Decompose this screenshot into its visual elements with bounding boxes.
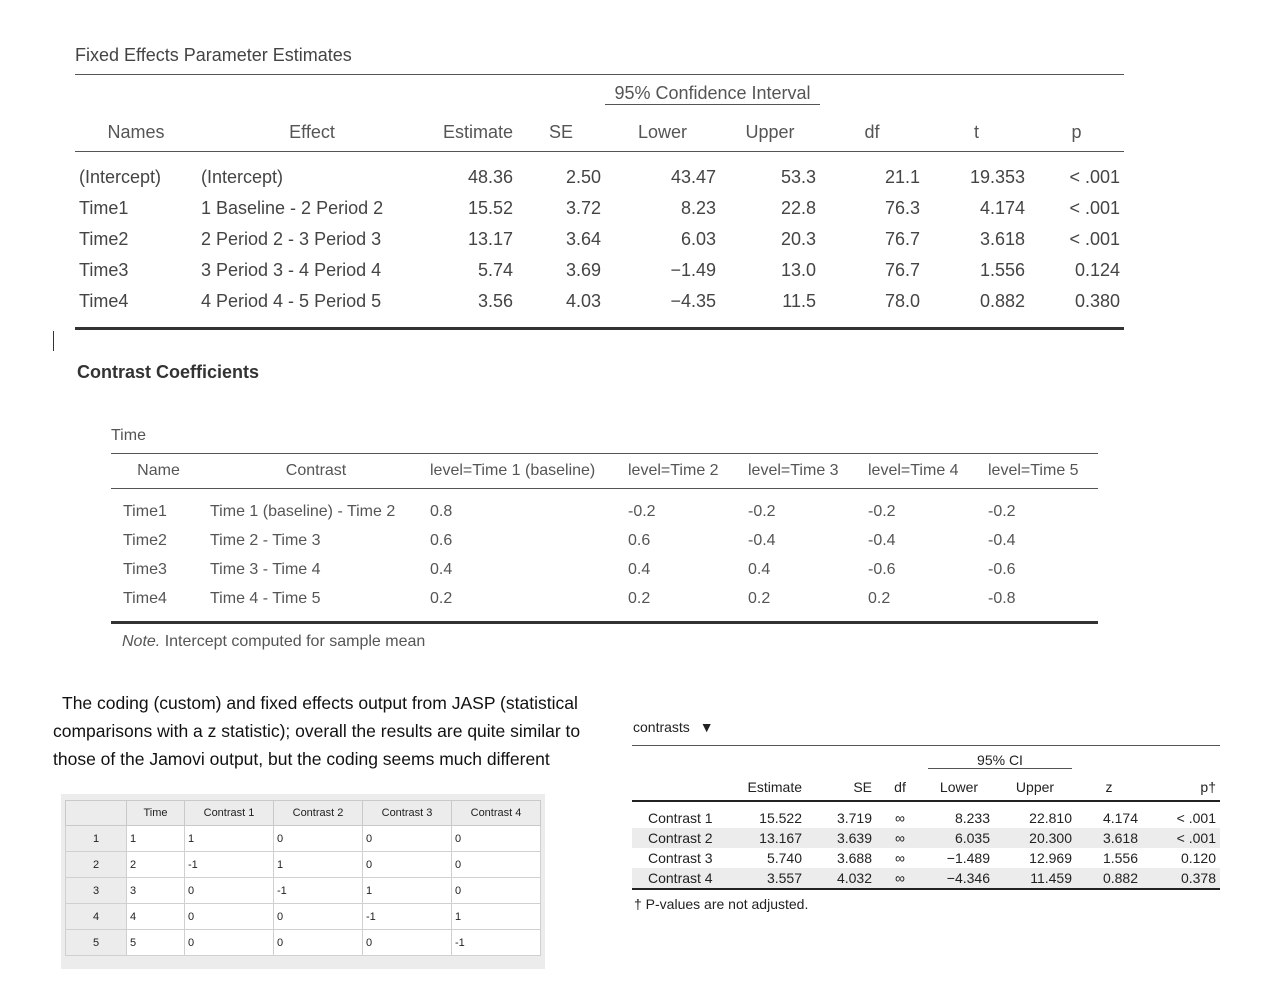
col-se: SE bbox=[517, 113, 605, 152]
note-text: Intercept computed for sample mean bbox=[160, 633, 426, 650]
cell-z: 3.618 bbox=[1076, 828, 1142, 848]
grid-header-contrast-3[interactable]: Contrast 3 bbox=[363, 801, 452, 826]
table-row bbox=[632, 801, 1220, 828]
cell-se: 3.69 bbox=[565, 260, 601, 280]
cell-level-2: -0.2 bbox=[628, 502, 656, 520]
row-number: 2 bbox=[66, 852, 127, 878]
cell-level-2: 0.4 bbox=[628, 560, 651, 578]
grid-cell[interactable]: -1 bbox=[452, 930, 541, 956]
table-row bbox=[75, 152, 1124, 194]
cell-upper: 11.459 bbox=[994, 868, 1076, 889]
cell-se: 2.50 bbox=[565, 167, 601, 187]
cell-upper: 13.0 bbox=[780, 260, 816, 280]
col-estimate: Estimate bbox=[427, 113, 517, 152]
cell-estimate: 13.167 bbox=[742, 828, 806, 848]
contrast-coefficients-title: Contrast Coefficients bbox=[77, 362, 260, 382]
grid-header-time[interactable]: Time bbox=[127, 801, 185, 826]
grid-cell[interactable]: 1 bbox=[274, 852, 363, 878]
cell-estimate: 13.17 bbox=[467, 229, 513, 249]
cell-t: 19.353 bbox=[969, 167, 1025, 187]
cell-p: < .001 bbox=[1142, 828, 1220, 848]
grid-cell[interactable]: -1 bbox=[363, 904, 452, 930]
cell-level-5: -0.2 bbox=[988, 502, 1016, 520]
cell-p: < .001 bbox=[1069, 167, 1120, 187]
col-level-5: level=Time 5 bbox=[984, 454, 1098, 489]
cell-p: 0.378 bbox=[1142, 868, 1220, 889]
cell-effect: (Intercept) bbox=[201, 167, 284, 187]
cell-names: Time1 bbox=[79, 198, 129, 218]
cell-se: 4.03 bbox=[517, 286, 605, 329]
grid-cell[interactable]: 0 bbox=[274, 904, 363, 930]
cell-lower: −1.49 bbox=[670, 260, 716, 280]
cell-df: 76.3 bbox=[884, 198, 920, 218]
grid-cell[interactable]: 0 bbox=[185, 930, 274, 956]
cell-level-4: 0.2 bbox=[864, 584, 984, 623]
grid-cell[interactable]: 0 bbox=[452, 878, 541, 904]
cell-name: Time4 bbox=[111, 584, 206, 623]
cell-name: Contrast 2 bbox=[632, 828, 742, 848]
grid-header-contrast-1[interactable]: Contrast 1 bbox=[185, 801, 274, 826]
ci-header-cell bbox=[605, 75, 820, 114]
cell-lower: 6.035 bbox=[924, 828, 994, 848]
fixed-effects-title: Fixed Effects Parameter Estimates bbox=[75, 45, 352, 65]
cell-effect: 1 Baseline - 2 Period 2 bbox=[201, 198, 384, 218]
grid-cell[interactable]: 2 bbox=[127, 852, 185, 878]
cell-df: 78.0 bbox=[820, 286, 924, 329]
cell-p: < .001 bbox=[1069, 198, 1120, 218]
grid-row bbox=[66, 930, 541, 956]
cell-df: ∞ bbox=[876, 868, 924, 889]
table-row bbox=[111, 489, 1098, 527]
grid-cell[interactable]: 0 bbox=[363, 826, 452, 852]
cell-lower: 8.23 bbox=[680, 198, 716, 218]
col-se: SE bbox=[806, 774, 876, 801]
cell-p: < .001 bbox=[1176, 810, 1216, 826]
cell-name: Time2 bbox=[123, 531, 167, 549]
table-row bbox=[111, 555, 1098, 584]
cell-se: 3.72 bbox=[565, 198, 601, 218]
grid-cell[interactable]: 1 bbox=[452, 904, 541, 930]
cell-level-2: 0.2 bbox=[624, 584, 744, 623]
cell-names: Time3 bbox=[79, 260, 129, 280]
cell-level-5: -0.6 bbox=[988, 560, 1016, 578]
cell-estimate: 15.52 bbox=[467, 198, 513, 218]
cell-level-1: 0.2 bbox=[426, 584, 624, 623]
contrasts-header[interactable] bbox=[633, 719, 714, 735]
cell-t: 1.556 bbox=[979, 260, 1025, 280]
cell-name: Contrast 1 bbox=[648, 810, 713, 826]
row-number: 3 bbox=[66, 878, 127, 904]
contrast-coefficients-subtitle: Time bbox=[111, 427, 146, 444]
col-lower: Lower bbox=[924, 774, 994, 801]
table-row bbox=[632, 828, 1220, 848]
contrasts-title: contrasts bbox=[633, 719, 690, 735]
ci-header-cell bbox=[924, 746, 1076, 775]
col-df: df bbox=[820, 113, 924, 152]
grid-cell[interactable]: 0 bbox=[363, 852, 452, 878]
cell-df: 21.1 bbox=[884, 167, 920, 187]
col-p: p bbox=[1029, 113, 1124, 152]
grid-cell[interactable]: 5 bbox=[127, 930, 185, 956]
cell-level-3: -0.4 bbox=[748, 531, 776, 549]
cell-z: 1.556 bbox=[1102, 850, 1138, 866]
cell-names: Time4 bbox=[75, 286, 197, 329]
triangle-down-icon[interactable]: ▼ bbox=[699, 719, 714, 735]
col-p: p† bbox=[1142, 774, 1220, 801]
cell-df: 76.7 bbox=[884, 260, 920, 280]
cell-estimate: 48.36 bbox=[467, 167, 513, 187]
cell-estimate: 5.74 bbox=[477, 260, 513, 280]
grid-cell[interactable]: -1 bbox=[274, 878, 363, 904]
col-level-4: level=Time 4 bbox=[864, 454, 984, 489]
cell-p: 0.120 bbox=[1180, 850, 1216, 866]
cell-level-5: -0.8 bbox=[984, 584, 1098, 623]
cell-level-1: 0.4 bbox=[430, 560, 453, 578]
row-number: 1 bbox=[66, 826, 127, 852]
text-cursor bbox=[53, 331, 54, 351]
cell-t: 0.882 bbox=[924, 286, 1029, 329]
cell-upper: 11.5 bbox=[720, 286, 820, 329]
grid-cell[interactable]: 0 bbox=[452, 826, 541, 852]
cell-contrast: Time 4 - Time 5 bbox=[206, 584, 426, 623]
col-upper: Upper bbox=[720, 113, 820, 152]
cell-level-3: -0.2 bbox=[748, 502, 776, 520]
ci-label: 95% Confidence Interval bbox=[605, 83, 820, 105]
table-note bbox=[122, 633, 425, 651]
table-row bbox=[75, 193, 1124, 224]
cell-estimate: 3.56 bbox=[427, 286, 517, 329]
col-names: Names bbox=[75, 113, 197, 152]
grid-cell[interactable]: 1 bbox=[127, 826, 185, 852]
cell-p: < .001 bbox=[1069, 229, 1120, 249]
cell-effect: 3 Period 3 - 4 Period 4 bbox=[201, 260, 382, 280]
row-number: 4 bbox=[66, 904, 127, 930]
cell-se: 3.639 bbox=[806, 828, 876, 848]
cell-contrast: Time 2 - Time 3 bbox=[210, 531, 321, 549]
cell-df: ∞ bbox=[895, 810, 905, 826]
col-lower: Lower bbox=[605, 113, 720, 152]
cell-df: ∞ bbox=[895, 850, 905, 866]
cell-level-1: 0.8 bbox=[430, 502, 453, 520]
cell-lower: 8.233 bbox=[954, 810, 990, 826]
note-label: Note. bbox=[122, 633, 161, 650]
grid-cell[interactable]: 0 bbox=[274, 930, 363, 956]
data-grid bbox=[65, 800, 541, 956]
cell-level-2: 0.6 bbox=[628, 531, 651, 549]
cell-z: 4.174 bbox=[1102, 810, 1138, 826]
col-name: Name bbox=[111, 454, 206, 489]
cell-estimate: 15.522 bbox=[759, 810, 802, 826]
cell-name: Time3 bbox=[123, 560, 167, 578]
cell-lower: 6.03 bbox=[680, 229, 716, 249]
cell-name: Contrast 4 bbox=[632, 868, 742, 889]
cell-names: Time2 bbox=[79, 229, 129, 249]
cell-lower: −4.35 bbox=[605, 286, 720, 329]
cell-df: 76.7 bbox=[884, 229, 920, 249]
cell-df: ∞ bbox=[876, 828, 924, 848]
cell-level-4: -0.2 bbox=[868, 502, 896, 520]
grid-header-contrast-4[interactable]: Contrast 4 bbox=[452, 801, 541, 826]
cell-contrast: Time 1 (baseline) - Time 2 bbox=[210, 502, 396, 520]
col-contrast: Contrast bbox=[206, 454, 426, 489]
cell-t: 4.174 bbox=[979, 198, 1025, 218]
cell-level-1: 0.6 bbox=[430, 531, 453, 549]
table-row bbox=[75, 224, 1124, 255]
cell-contrast: Time 3 - Time 4 bbox=[210, 560, 321, 578]
caption-text: The coding (custom) and fixed effects output from JASP (statistical comparisons with a z statistic); overall the results are quite similar to those of the Jamovi output, but the coding seems much different bbox=[53, 693, 581, 769]
grid-cell[interactable]: 0 bbox=[185, 878, 274, 904]
cell-upper: 12.969 bbox=[1029, 850, 1072, 866]
contrasts-note: † P-values are not adjusted. bbox=[634, 896, 809, 912]
cell-se: 3.688 bbox=[836, 850, 872, 866]
col-z: z bbox=[1076, 774, 1142, 801]
cell-upper: 22.8 bbox=[780, 198, 816, 218]
col-estimate: Estimate bbox=[742, 774, 806, 801]
cell-se: 3.719 bbox=[836, 810, 872, 826]
cell-name: Time1 bbox=[123, 502, 167, 520]
grid-cell[interactable]: 1 bbox=[363, 878, 452, 904]
cell-upper: 22.810 bbox=[1029, 810, 1072, 826]
data-grid-panel bbox=[61, 794, 545, 969]
grid-row bbox=[66, 826, 541, 852]
cell-lower: −1.489 bbox=[946, 850, 990, 866]
grid-row bbox=[66, 852, 541, 878]
cell-level-3: 0.2 bbox=[744, 584, 864, 623]
grid-cell[interactable]: 3 bbox=[127, 878, 185, 904]
grid-cell[interactable]: 0 bbox=[274, 826, 363, 852]
cell-lower: −4.346 bbox=[924, 868, 994, 889]
col-df: df bbox=[876, 774, 924, 801]
col-level-3: level=Time 3 bbox=[744, 454, 864, 489]
cell-effect: 2 Period 2 - 3 Period 3 bbox=[201, 229, 382, 249]
ci-label: 95% CI bbox=[928, 752, 1072, 769]
cell-t: 3.618 bbox=[979, 229, 1025, 249]
grid-row bbox=[66, 878, 541, 904]
grid-cell[interactable]: -1 bbox=[185, 852, 274, 878]
table-row bbox=[75, 255, 1124, 286]
grid-header-contrast-2[interactable]: Contrast 2 bbox=[274, 801, 363, 826]
fixed-effects-table bbox=[75, 74, 1124, 330]
row-number: 5 bbox=[66, 930, 127, 956]
contrast-coefficients-table bbox=[111, 453, 1098, 624]
col-t: t bbox=[924, 113, 1029, 152]
grid-cell[interactable]: 0 bbox=[185, 904, 274, 930]
grid-cell[interactable]: 4 bbox=[127, 904, 185, 930]
cell-level-5: -0.4 bbox=[988, 531, 1016, 549]
grid-cell[interactable]: 0 bbox=[363, 930, 452, 956]
table-row bbox=[111, 526, 1098, 555]
grid-row bbox=[66, 904, 541, 930]
cell-p: 0.380 bbox=[1029, 286, 1124, 329]
cell-level-4: -0.4 bbox=[868, 531, 896, 549]
cell-p: 0.124 bbox=[1074, 260, 1120, 280]
cell-upper: 20.3 bbox=[780, 229, 816, 249]
cell-estimate: 3.557 bbox=[742, 868, 806, 889]
cell-se: 4.032 bbox=[806, 868, 876, 889]
cell-z: 0.882 bbox=[1076, 868, 1142, 889]
grid-corner bbox=[66, 801, 127, 826]
cell-se: 3.64 bbox=[565, 229, 601, 249]
table-row bbox=[111, 584, 1098, 623]
grid-cell[interactable]: 1 bbox=[185, 826, 274, 852]
col-level-1: level=Time 1 (baseline) bbox=[426, 454, 624, 489]
col-effect: Effect bbox=[197, 113, 427, 152]
table-row bbox=[632, 848, 1220, 868]
cell-level-3: 0.4 bbox=[748, 560, 771, 578]
cell-upper: 20.300 bbox=[994, 828, 1076, 848]
cell-level-4: -0.6 bbox=[868, 560, 896, 578]
cell-lower: 43.47 bbox=[670, 167, 716, 187]
cell-name: Contrast 3 bbox=[648, 850, 713, 866]
cell-upper: 53.3 bbox=[780, 167, 816, 187]
grid-cell[interactable]: 0 bbox=[452, 852, 541, 878]
table-row bbox=[632, 868, 1220, 889]
table-row bbox=[75, 286, 1124, 329]
col-level-2: level=Time 2 bbox=[624, 454, 744, 489]
col-upper: Upper bbox=[994, 774, 1076, 801]
contrasts-table bbox=[632, 745, 1220, 890]
cell-effect: 4 Period 4 - 5 Period 5 bbox=[197, 286, 427, 329]
cell-names: (Intercept) bbox=[79, 167, 162, 187]
cell-estimate: 5.740 bbox=[766, 850, 802, 866]
